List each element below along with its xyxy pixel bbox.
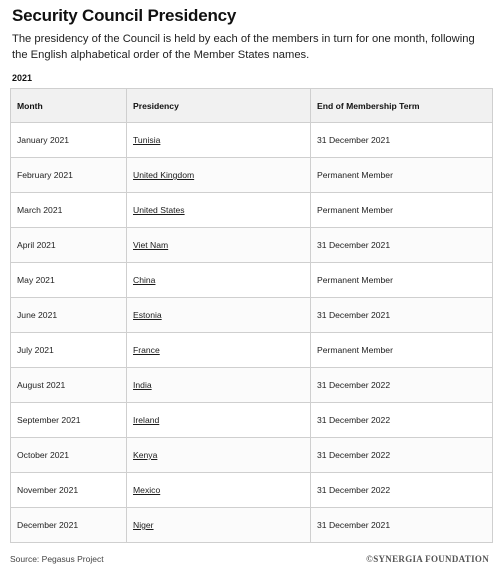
cell-presidency: [127, 228, 311, 263]
cell-month: August 2021: [11, 368, 127, 403]
cell-month: May 2021: [11, 263, 127, 298]
table-header-row: [11, 89, 493, 123]
column-header-end-of-term: End of Membership Term: [311, 89, 493, 123]
page-title: Security Council Presidency: [12, 6, 237, 25]
cell-presidency: [127, 403, 311, 438]
cell-month: November 2021: [11, 473, 127, 508]
cell-end-of-term: Permanent Member: [311, 193, 493, 228]
column-header-month: Month: [11, 89, 127, 123]
country-link[interactable]: Ireland: [133, 415, 160, 425]
cell-month: October 2021: [11, 438, 127, 473]
cell-presidency: [127, 508, 311, 543]
cell-end-of-term: 31 December 2021: [311, 123, 493, 158]
cell-end-of-term: Permanent Member: [311, 158, 493, 193]
cell-end-of-term: 31 December 2021: [311, 228, 493, 263]
country-link[interactable]: Viet Nam: [133, 240, 169, 250]
table-row: [11, 228, 493, 263]
table-row: [11, 473, 493, 508]
cell-month: February 2021: [11, 158, 127, 193]
year-label: 2021: [12, 73, 33, 83]
cell-end-of-term: 31 December 2022: [311, 368, 493, 403]
country-link[interactable]: Tunisia: [133, 135, 161, 145]
cell-end-of-term: Permanent Member: [311, 263, 493, 298]
cell-presidency: [127, 473, 311, 508]
cell-presidency: [127, 263, 311, 298]
table-row: [11, 158, 493, 193]
cell-presidency: [127, 368, 311, 403]
cell-end-of-term: 31 December 2021: [311, 298, 493, 333]
brand-logo: ©SYNERGIA FOUNDATION: [366, 554, 489, 564]
table-row: [11, 298, 493, 333]
cell-presidency: [127, 298, 311, 333]
table-row: [11, 263, 493, 298]
cell-presidency: [127, 333, 311, 368]
cell-presidency: [127, 123, 311, 158]
cell-month: December 2021: [11, 508, 127, 543]
cell-presidency: [127, 438, 311, 473]
cell-end-of-term: 31 December 2021: [311, 508, 493, 543]
table-row: [11, 193, 493, 228]
cell-month: July 2021: [11, 333, 127, 368]
cell-end-of-term: 31 December 2022: [311, 403, 493, 438]
cell-end-of-term: Permanent Member: [311, 333, 493, 368]
intro-text: The presidency of the Council is held by each of the members in turn for one month, following the English alphabetical order of the Member States names.: [12, 33, 475, 61]
country-link[interactable]: Estonia: [133, 310, 162, 320]
country-link[interactable]: Niger: [133, 520, 154, 530]
cell-month: March 2021: [11, 193, 127, 228]
country-link[interactable]: United Kingdom: [133, 170, 195, 180]
country-link[interactable]: China: [133, 275, 156, 285]
column-header-presidency: Presidency: [127, 89, 311, 123]
cell-presidency: [127, 158, 311, 193]
country-link[interactable]: Kenya: [133, 450, 158, 460]
country-link[interactable]: Mexico: [133, 485, 161, 495]
cell-presidency: [127, 193, 311, 228]
table-row: [11, 438, 493, 473]
table-row: [11, 508, 493, 543]
cell-end-of-term: 31 December 2022: [311, 473, 493, 508]
cell-month: September 2021: [11, 403, 127, 438]
table-row: [11, 368, 493, 403]
cell-end-of-term: 31 December 2022: [311, 438, 493, 473]
table-row: [11, 123, 493, 158]
country-link[interactable]: France: [133, 345, 160, 355]
cell-month: June 2021: [11, 298, 127, 333]
table-row: [11, 403, 493, 438]
cell-month: April 2021: [11, 228, 127, 263]
presidency-table: [10, 88, 493, 543]
country-link[interactable]: India: [133, 380, 152, 390]
country-link[interactable]: United States: [133, 205, 185, 215]
cell-month: January 2021: [11, 123, 127, 158]
table-row: [11, 333, 493, 368]
source-note: Source: Pegasus Project: [10, 554, 104, 564]
